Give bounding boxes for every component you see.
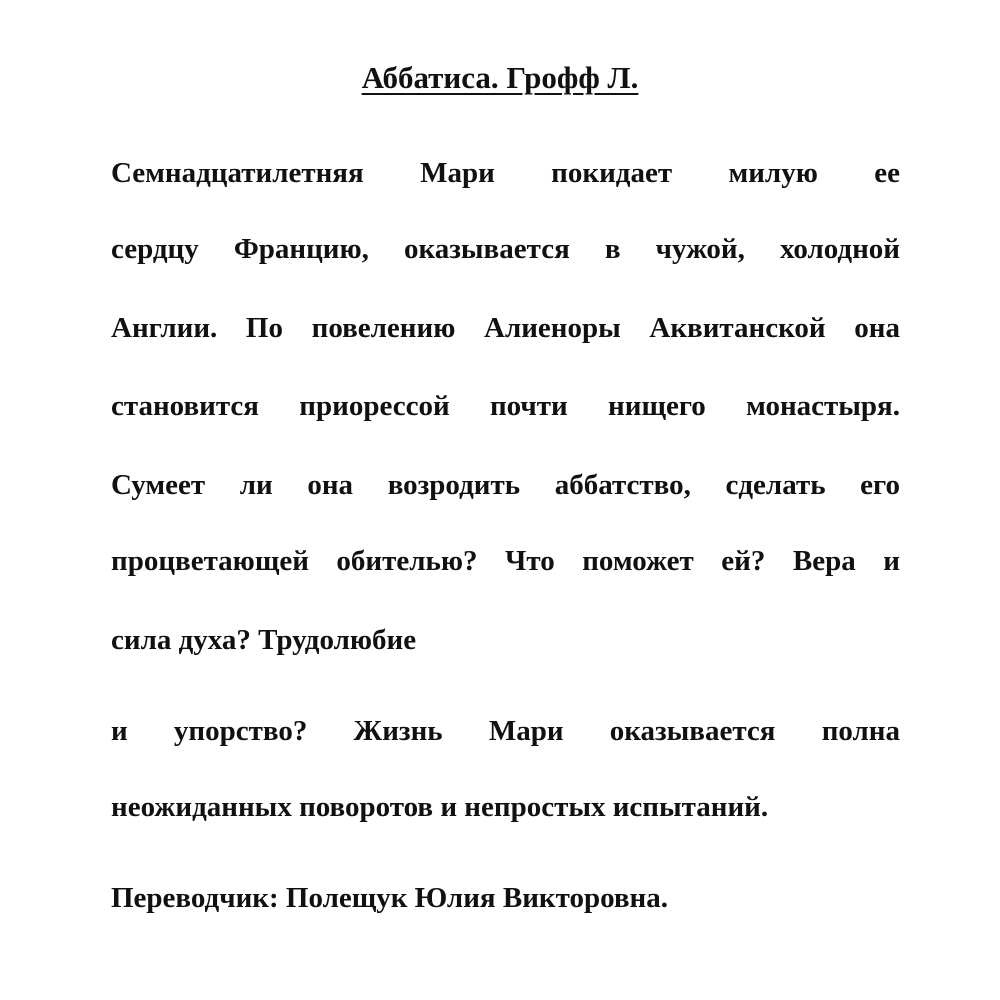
body-line-7: сила духа? Трудолюбие bbox=[111, 624, 417, 656]
translator-line: Переводчик: Полещук Юлия Викторовна. bbox=[111, 882, 669, 914]
body-line-2: сердцу Францию, оказывается в чужой, холодной bbox=[111, 233, 900, 265]
body-line-8: и упорство? Жизнь Мари оказывается полна bbox=[111, 715, 900, 747]
body-line-6: процветающей обителью? Что поможет ей? Вера и bbox=[111, 545, 900, 577]
body-line-1: Семнадцатилетняя Мари покидает милую ее bbox=[111, 157, 900, 189]
body-line-5: Сумеет ли она возродить аббатство, сделать его bbox=[111, 469, 900, 501]
document-title-text: Аббатиса. Грофф Л. bbox=[361, 60, 639, 95]
body-line-9: неожиданных поворотов и непростых испытаний. bbox=[111, 791, 769, 823]
document-title bbox=[0, 56, 1000, 100]
body-line-4: становится приорессой почти нищего монастыря. bbox=[111, 390, 900, 422]
body-line-3: Англии. По повелению Алиеноры Аквитанской она bbox=[111, 312, 900, 344]
